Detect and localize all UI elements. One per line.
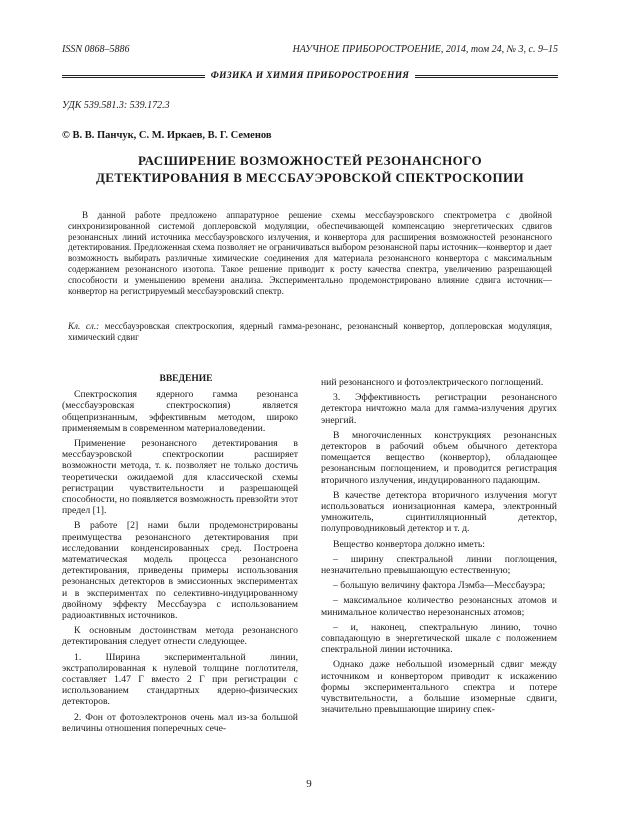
abstract: В данной работе предложено аппаратурное решение схемы мессбауэровского спектрометра с двойной синхронизированной системой доплеровской модуляции, обеспечивающей компенсацию энергетических сдвигов резонансных линий источника мессбауэровского излучения, и конвертора для расширения возможностей резонансного детектирования. Предложенная схема позволяет не ограничиваться выбором резонансной пары источник—конвертор и дает возможность выбирать различные химические соединения для материала резонансного конвертора с максимальным содержанием резонансного изотопа. Такое решение приводит к росту качества спектра, увеличению разрешающей способности и уменьшению времени анализа. Экспериментально продемонстрировано влияние сдвига источник—конвертор на регистрируемый мессбауэровский спектр. [68, 210, 552, 296]
page-number: 9 [306, 778, 312, 790]
list-item: – максимальное количество резонансных атомов и минимальное количество нерезонансных атомов; [321, 595, 557, 618]
journal-citation: НАУЧНОЕ ПРИБОРОСТРОЕНИЕ, 2014, том 24, № 3, с. 9–15 [292, 44, 558, 55]
keywords-block [68, 321, 552, 343]
list-item: – ширину спектральной линии поглощения, незначительно превышающую естественную; [321, 553, 557, 577]
section-title: ФИЗИКА И ХИМИЯ ПРИБОРОСТРОЕНИЯ [210, 71, 410, 81]
paragraph: Однако даже небольшой изомерный сдвиг между источником и конвертором приводит к искажению формы экспериментального спектра и потере чувствительности, а большие изомерные сдвиги, значительно превышающие ширину спек- [321, 659, 557, 716]
keywords-label: Кл. сл.: [68, 321, 100, 331]
paragraph: 3. Эффективность регистрации резонансного детектора ничтожно мала для гамма-излучения других энергий. [321, 392, 557, 426]
right-column [321, 377, 557, 719]
issn-label: ISSN 0868–5886 [62, 44, 130, 55]
paragraph: В работе [2] нами были продемонстрированы преимущества резонансного детектирования при исследовании конденсированных сред. Построена математическая модель процесса резонансного детектирования, приведены примеры использования резонансных детекторов в эмиссионных экспериментах и в экспериментах по селективно-индуцированному двойному эффекту Мессбауэра с использованием радиоактивных источников. [62, 520, 298, 622]
paper-title: РАСШИРЕНИЕ ВОЗМОЖНОСТЕЙ РЕЗОНАНСНОГО ДЕТЕКТИРОВАНИЯ В МЕССБАУЭРОВСКОЙ СПЕКТРОСКОПИИ [95, 153, 525, 185]
paragraph: К основным достоинствам метода резонансного детектирования следует отнести следующее. [62, 625, 298, 648]
list-item: – большую величину фактора Лэмба—Мессбауэра; [333, 580, 546, 592]
left-column [62, 374, 298, 738]
paragraph-continuation: ний резонансного и фотоэлектрического поглощений. [321, 377, 544, 388]
paragraph: 1. Ширина экспериментальной линии, экстраполированная к нулевой толщине поглотителя, составляет 1.47 Г вместо 2 Г при регистрации с использованием стандартных ядерно-физических детекторов. [62, 651, 298, 708]
section-rule-left [62, 75, 205, 78]
paragraph: Вещество конвертора должно иметь: [333, 538, 485, 550]
section-rule-right [415, 75, 558, 78]
list-item: – и, наконец, спектральную линию, точно совпадающую в энергетической шкале с положением спектральной линии источника. [321, 621, 557, 656]
udk-code: УДК 539.581.3: 539.172.3 [62, 100, 170, 111]
authors: © В. В. Панчук, С. М. Иркаев, В. Г. Семенов [62, 130, 272, 141]
keywords-text: мессбауэровская спектроскопия, ядерный гамма-резонанс, резонансный конвертор, доплеровская модуляция, химический сдвиг [68, 321, 552, 342]
paragraph: 2. Фон от фотоэлектронов очень мал из-за большой величины отношения поперечных сече- [62, 711, 298, 734]
paragraph: В многочисленных конструкциях резонансных детекторов в рабочий объем обычного детектора помещается вещество (конвертор), обладающее резонансным поглощением, и проводится регистрация вторичного излучения, индуцированного падающим. [321, 429, 557, 486]
intro-heading: ВВЕДЕНИЕ [159, 374, 213, 384]
section-banner [62, 70, 558, 82]
paragraph: Спектроскопия ядерного гамма резонанса (мессбауэровская спектроскопия) является общепризнанным, эффективным методом, широко применяемым в современном материаловедении. [62, 389, 298, 434]
paragraph: Применение резонансного детектирования в мессбауэровской спектроскопии расширяет возможности метода, т. к. позволяет не только достичь теоретически ожидаемой для классической схемы регистрации чувствительности и разрешающей способности, но появляется возможность превзойти этот предел [1]. [62, 438, 298, 517]
paragraph: В качестве детектора вторичного излучения могут использоваться ионизационная камера, электронный умножитель, сцинтилляционный детектор, полупроводниковый детектор и т. д. [321, 489, 557, 535]
